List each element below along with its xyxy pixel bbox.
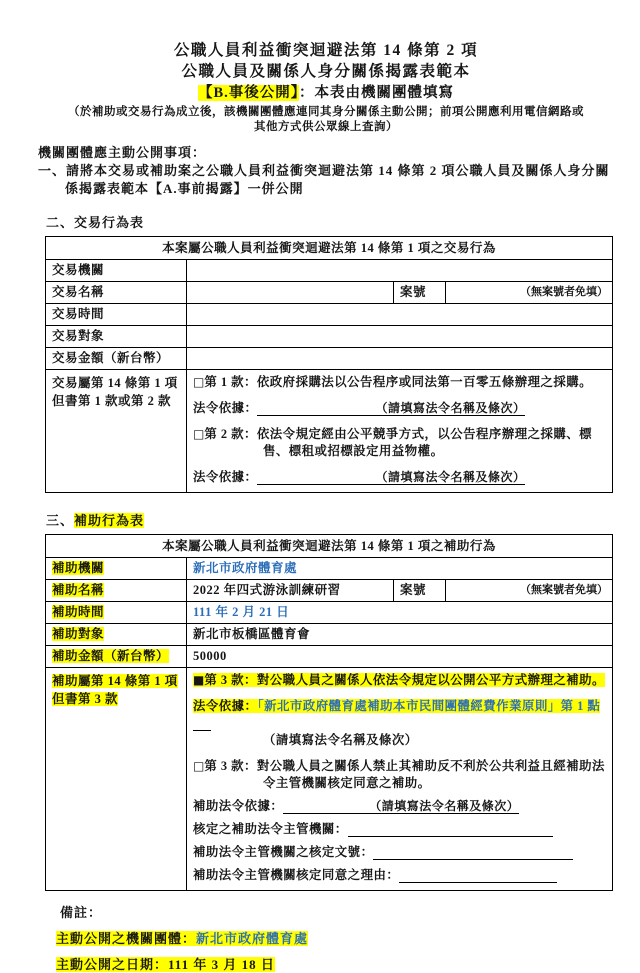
- checkbox-unchecked-icon[interactable]: □: [193, 427, 205, 441]
- section-title: 補助行為表: [74, 513, 145, 528]
- law-basis-value: 「新北市政府體育處補助本市民間團體經費作業原則」第 1 點: [257, 699, 601, 713]
- clause-options-cell: [187, 668, 613, 891]
- subsidy-section-caption: [46, 510, 614, 529]
- after-disclosure-badge: 【B.事後公開】: [197, 85, 300, 101]
- law-basis-label: 法令依據：: [193, 699, 258, 713]
- option-2-text: 第 2 款：依法令規定經由公平競爭方式，以公告程序辦理之採購、標售、標租或招標設定用益物權。: [204, 427, 593, 458]
- table-row: [46, 646, 613, 668]
- row-value: 新北市政府體育處: [187, 558, 613, 580]
- paren-note: [38, 105, 614, 135]
- checkbox-unchecked-icon[interactable]: □: [193, 375, 205, 389]
- clause-label-line2: 但書第 3 款: [52, 692, 119, 706]
- option-1: [193, 374, 606, 391]
- badge-suffix: ：本表由機關團體填寫: [299, 85, 455, 101]
- doc-title-line1: 公職人員利益衝突迴避法第 14 條第 2 項: [173, 42, 479, 59]
- fill-blank: [257, 470, 525, 485]
- row-value: 2022 年四式游泳訓練研習: [187, 580, 394, 602]
- row-label: 交易對象: [46, 326, 187, 348]
- fill-blank: [283, 799, 519, 814]
- disclosure-date-line: [56, 954, 614, 973]
- case-number-hint: （無案號者免填）: [446, 580, 613, 602]
- law-basis-line-filled: [193, 698, 606, 732]
- row-value: [187, 326, 613, 348]
- row-label-text: 補助時間: [52, 605, 105, 619]
- option-2: [193, 758, 606, 792]
- table-row: [46, 348, 613, 370]
- row-label: 交易名稱: [46, 282, 187, 304]
- option-2-text: 第 3 款：對公職人員之關係人禁止其補助反不利於公共利益且經補助法令主管機關核定同意之補助。: [204, 759, 605, 790]
- option-2: [193, 426, 606, 460]
- disclosure-date-value: 111 年 3 月 18 日: [168, 957, 275, 972]
- row-label: [46, 624, 187, 646]
- option-1-selected: [193, 672, 606, 689]
- transaction-table: [45, 236, 613, 493]
- paren-note-line1: （於補助或交易行為成立後，該機關團體應連同其身分關係主動公開；前項公開應利用電信網路或: [68, 106, 584, 118]
- row-value: [187, 304, 613, 326]
- row-value: 111 年 2 月 21 日: [187, 602, 613, 624]
- clause-options-cell: [187, 370, 613, 493]
- disclosing-org-value: 新北市政府體育處: [196, 931, 309, 946]
- remark-label: 備註：: [60, 905, 103, 920]
- clause-label-line2: 但書第 1 款或第 2 款: [52, 394, 172, 408]
- table-row: [46, 304, 613, 326]
- disclosing-org-label: 主動公開之機關團體：: [56, 931, 197, 946]
- row-label: 交易時間: [46, 304, 187, 326]
- row-label-text: 補助金額（新台幣）: [52, 649, 170, 663]
- clause-label-line1: 交易屬第 14 條第 1 項: [52, 376, 178, 390]
- law-basis-label: 補助法令依據：: [193, 799, 284, 813]
- table-row: [46, 624, 613, 646]
- item-number: 一、: [38, 163, 67, 178]
- table-row: [46, 558, 613, 580]
- fill-blank: [348, 822, 553, 837]
- checkbox-unchecked-icon[interactable]: □: [193, 759, 205, 773]
- transaction-section-caption: [46, 212, 614, 231]
- item-text: 請將本交易或補助案之公職人員利益衝突迴避法第 14 條第 2 項公職人員及關係人身分關係揭露表範本【A.事前揭露】一併公開: [65, 163, 610, 196]
- row-label-text: 補助名稱: [52, 583, 105, 597]
- clause-label: [46, 370, 187, 493]
- section-title: 交易行為表: [74, 215, 145, 230]
- option-1-text: 第 1 款：依政府採購法以公告程序或同法第一百零五條辦理之採購。: [204, 375, 593, 389]
- row-label-text: 補助機關: [52, 561, 105, 575]
- table-row: [46, 260, 613, 282]
- fill-blank: [193, 716, 211, 731]
- clause-label-line1: 補助屬第 14 條第 1 項: [52, 674, 178, 688]
- open-items-heading: 機關團體應主動公開事項：: [38, 145, 207, 160]
- section-number: 三、: [46, 513, 75, 528]
- table-row: [46, 282, 613, 304]
- clause-label: [46, 668, 187, 891]
- transaction-table-header-row: [46, 237, 613, 260]
- checkbox-checked-icon[interactable]: ■: [193, 673, 205, 687]
- row-value: [187, 260, 613, 282]
- row-label: [46, 580, 187, 602]
- row-value: [187, 282, 394, 304]
- doc-subtitle: [38, 83, 614, 103]
- fill-hint: （請填寫法令名稱及條次）: [375, 401, 526, 415]
- row-label: 交易機關: [46, 260, 187, 282]
- row-label: [46, 646, 187, 668]
- fill-blank: [399, 868, 557, 883]
- fill-hint: （請填寫法令名稱及條次）: [375, 470, 526, 484]
- paren-note-line2: 其他方式供公眾線上查詢）: [254, 121, 398, 133]
- doc-number-label: 補助法令主管機關之核定文號：: [193, 845, 374, 859]
- subsidy-table: [45, 534, 613, 891]
- row-label: [46, 558, 187, 580]
- fill-blank: [257, 401, 525, 416]
- fill-blank: [373, 845, 573, 860]
- subsidy-table-title: 本案屬公職人員利益衝突迴避法第 14 條第 1 項之補助行為: [46, 535, 613, 558]
- case-number-hint: （無案號者免填）: [446, 282, 613, 304]
- disclosure-date-label: 主動公開之日期：: [56, 957, 169, 972]
- fill-hint: （請填寫法令名稱及條次）: [369, 799, 520, 813]
- table-row: [46, 326, 613, 348]
- disclosing-org-line: [56, 928, 614, 947]
- approver-line: [193, 821, 606, 838]
- table-row: [46, 602, 613, 624]
- subsidy-law-basis-line: [193, 798, 606, 815]
- table-row: [46, 580, 613, 602]
- law-basis-line: [193, 469, 606, 486]
- reason-label: 補助法令主管機關核定同意之理由：: [193, 868, 400, 882]
- case-number-label: 案號: [394, 282, 446, 304]
- approver-label: 核定之補助法令主管機關：: [193, 822, 348, 836]
- subsidy-table-header-row: [46, 535, 613, 558]
- case-number-label: 案號: [394, 580, 446, 602]
- fill-hint: （請填寫法令名稱及條次）: [263, 733, 418, 747]
- row-label-text: 補助對象: [52, 627, 105, 641]
- open-item-1: [38, 162, 614, 197]
- doc-title-line2: 公職人員及關係人身分關係揭露表範本: [181, 63, 471, 80]
- doc-number-line: [193, 844, 606, 861]
- section-number: 二、: [46, 215, 75, 230]
- row-value: 50000: [187, 646, 613, 668]
- subsidy-clause-row: [46, 668, 613, 891]
- row-label: [46, 602, 187, 624]
- transaction-clause-row: [46, 370, 613, 493]
- reason-line: [193, 867, 606, 884]
- row-label: 交易金額（新台幣）: [46, 348, 187, 370]
- law-basis-line: [193, 400, 606, 417]
- law-basis-label: 法令依據：: [193, 401, 258, 415]
- row-value: 新北市板橋區體育會: [187, 624, 613, 646]
- row-value: [187, 348, 613, 370]
- option-1-text: 第 3 款：對公職人員之關係人依法令規定以公開公平方式辦理之補助。: [204, 673, 605, 687]
- transaction-table-title: 本案屬公職人員利益衝突迴避法第 14 條第 1 項之交易行為: [46, 237, 613, 260]
- law-basis-label: 法令依據：: [193, 470, 258, 484]
